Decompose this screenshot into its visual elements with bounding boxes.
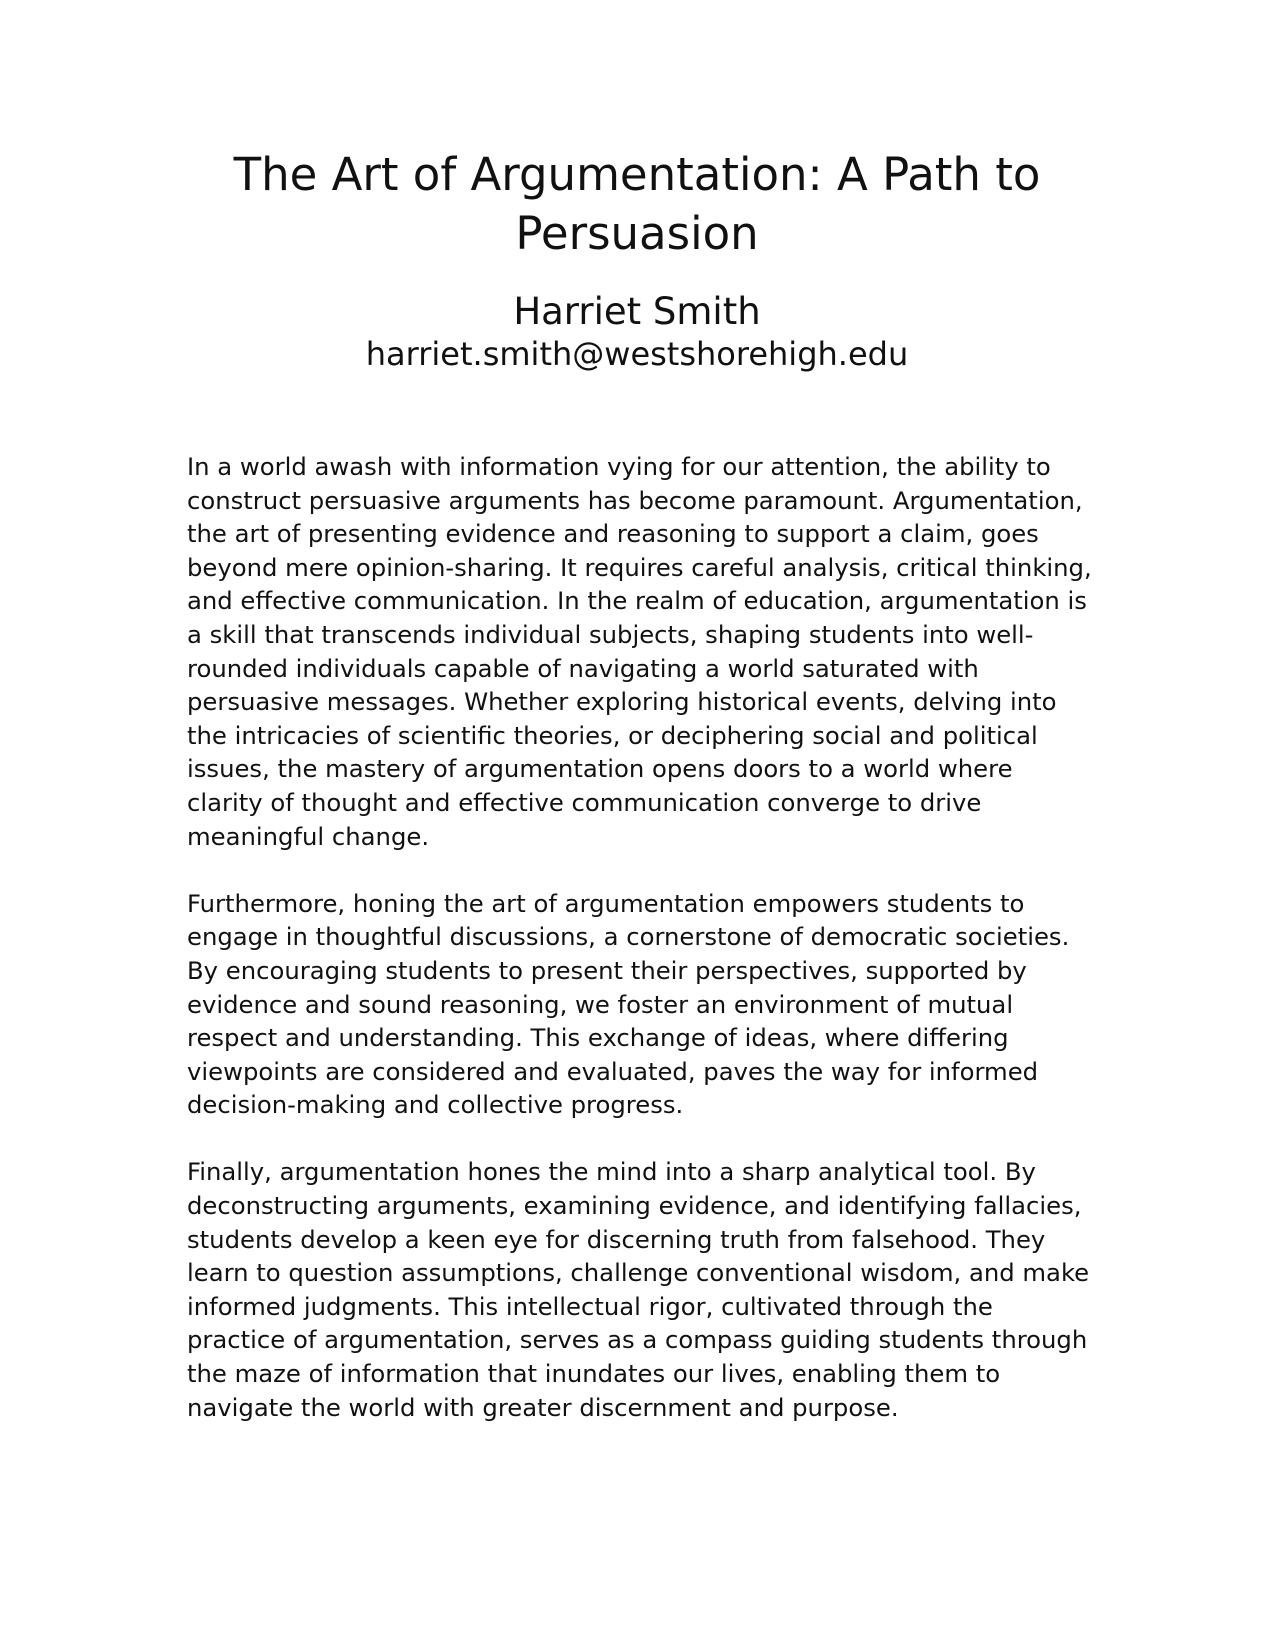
document-title: The Art of Argumentation: A Path to Persuasion xyxy=(233,148,1041,260)
author-email: harriet.smith@westshorehigh.edu xyxy=(365,335,909,373)
body-paragraph: Finally, argumentation hones the mind into a sharp analytical tool. By deconstructing arguments, examining evidence, and identifying fallacies, students develop a keen eye for discerning truth from falsehood. They learn to question assumptions, challenge conventional wisdom, and make informed judgments. This intellectual rigor, cultivated through the practice of argumentation, serves as a compass guiding students through the maze of information that inundates our lives, enabling them to navigate the world with greater discernment and purpose. xyxy=(187,1157,1090,1422)
body-paragraph: Furthermore, honing the art of argumentation empowers students to engage in thoughtful discussions, a cornerstone of democratic societies. By encouraging students to present their perspectives, supported by evidence and sound reasoning, we foster an environment of mutual respect and understanding. This exchange of ideas, where differing viewpoints are considered and evaluated, paves the way for informed decision-making and collective progress. xyxy=(187,888,1070,1120)
document-body xyxy=(187,450,1092,1458)
author-name: Harriet Smith xyxy=(513,290,761,333)
body-paragraph: In a world awash with information vying for our attention, the ability to construct persuasive arguments has become paramount. Argumentation, the art of presenting evidence and reasoning to support a claim, goes beyond mere opinion-sharing. It requires careful analysis, critical thinking, and effective communication. In the realm of education, argumentation is a skill that transcends individual subjects, shaping students into well-rounded individuals capable of navigating a world saturated with persuasive messages. Whether exploring historical events, delving into the intricacies of scientific theories, or deciphering social and political issues, the mastery of argumentation opens doors to a world where clarity of thought and effective communication converge to drive meaningful change. xyxy=(187,452,1092,851)
